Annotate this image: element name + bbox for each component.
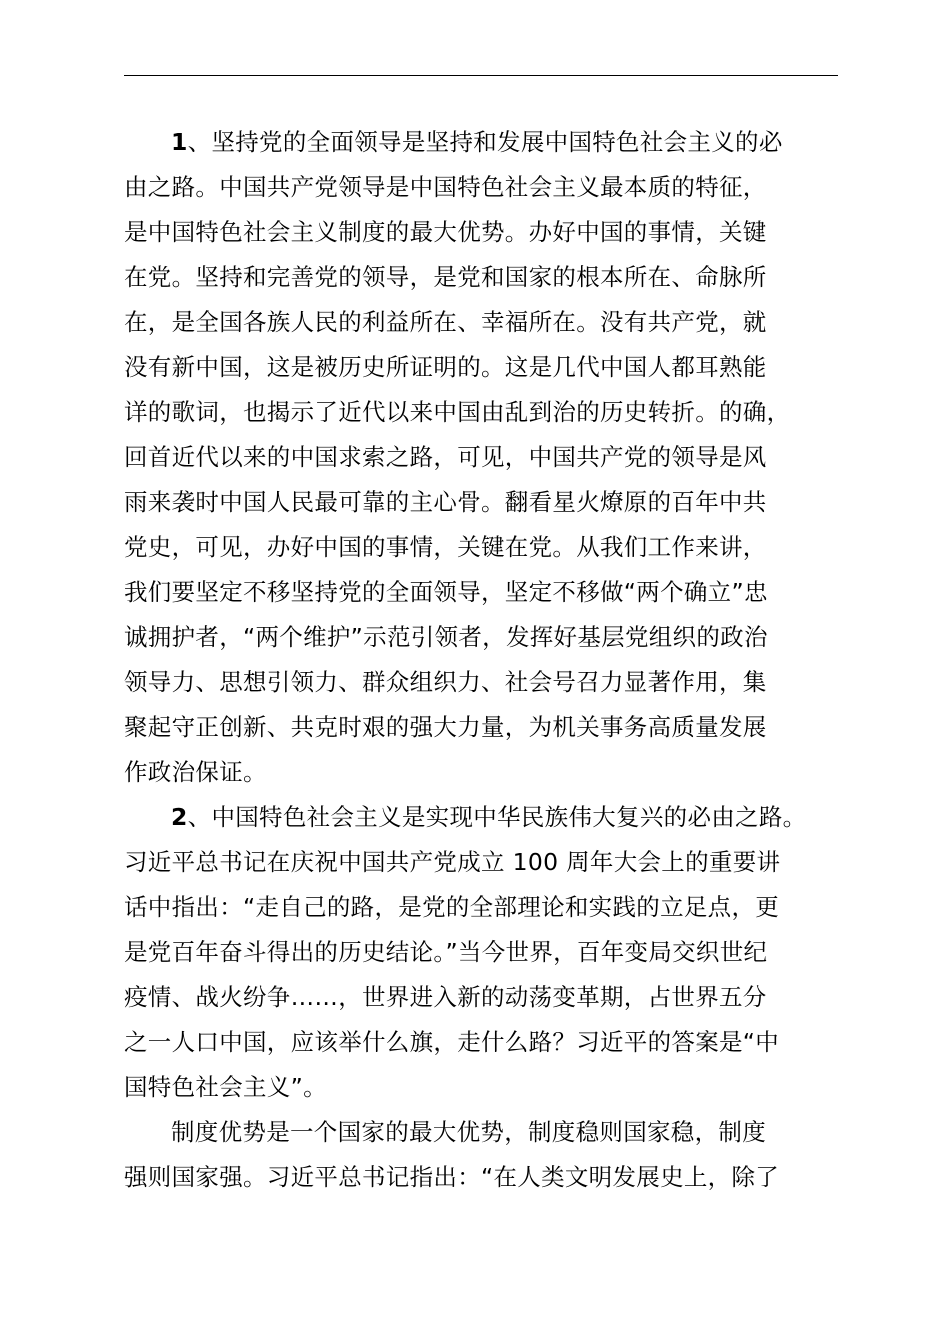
text-line: 话中指出：“走自己的路，是党的全部理论和实践的立足点，更 bbox=[124, 893, 780, 921]
paragraph-1 bbox=[124, 120, 838, 795]
text-line: 国特色社会主义”。 bbox=[124, 1073, 327, 1101]
header-rule bbox=[124, 75, 838, 76]
text-line: 在，是全国各族人民的利益所在、幸福所在。没有共产党，就 bbox=[124, 308, 767, 336]
text-line: 在党。坚持和完善党的领导，是党和国家的根本所在、命脉所 bbox=[124, 263, 767, 291]
text-line: 强则国家强。习近平总书记指出：“在人类文明发展史上，除了 bbox=[124, 1163, 780, 1191]
text-line: 诚拥护者，“两个维护”示范引领者，发挥好基层党组织的政治 bbox=[124, 623, 768, 651]
text-line: 聚起守正创新、共克时艰的强大力量，为机关事务高质量发展 bbox=[124, 713, 767, 741]
text-line: 党史，可见，办好中国的事情，关键在党。从我们工作来讲， bbox=[124, 533, 767, 561]
paragraph-3 bbox=[124, 1110, 838, 1200]
text-line: 作政治保证。 bbox=[124, 758, 267, 786]
paragraph-2 bbox=[124, 795, 838, 1110]
text-line: 疫情、战火纷争……，世界进入新的动荡变革期，占世界五分 bbox=[124, 983, 767, 1011]
text-line: 2、中国特色社会主义是实现中华民族伟大复兴的必由之路。 bbox=[171, 803, 807, 831]
text-line: 1、坚持党的全面领导是坚持和发展中国特色社会主义的必 bbox=[171, 128, 783, 156]
text-line: 制度优势是一个国家的最大优势，制度稳则国家稳，制度 bbox=[171, 1118, 766, 1146]
text-line: 回首近代以来的中国求索之路，可见，中国共产党的领导是风 bbox=[124, 443, 767, 471]
text-line: 领导力、思想引领力、群众组织力、社会号召力显著作用，集 bbox=[124, 668, 767, 696]
text-line: 雨来袭时中国人民最可靠的主心骨。翻看星火燎原的百年中共 bbox=[124, 488, 767, 516]
text-line: 之一人口中国，应该举什么旗，走什么路？习近平的答案是“中 bbox=[124, 1028, 780, 1056]
text-line: 是党百年奋斗得出的历史结论。”当今世界，百年变局交织世纪 bbox=[124, 938, 768, 966]
text-line: 由之路。中国共产党领导是中国特色社会主义最本质的特征， bbox=[124, 173, 767, 201]
text-line: 没有新中国，这是被历史所证明的。这是几代中国人都耳熟能 bbox=[124, 353, 767, 381]
text-line: 是中国特色社会主义制度的最大优势。办好中国的事情，关键 bbox=[124, 218, 767, 246]
paragraph-number: 2 bbox=[171, 803, 188, 831]
text-line: 习近平总书记在庆祝中国共产党成立 100 周年大会上的重要讲 bbox=[124, 848, 781, 876]
document-body bbox=[124, 120, 838, 1200]
text-line: 我们要坚定不移坚持党的全面领导，坚定不移做“两个确立”忠 bbox=[124, 578, 768, 606]
text-line: 详的歌词，也揭示了近代以来中国由乱到治的历史转折。的确， bbox=[124, 398, 791, 426]
paragraph-number: 1 bbox=[171, 128, 188, 156]
